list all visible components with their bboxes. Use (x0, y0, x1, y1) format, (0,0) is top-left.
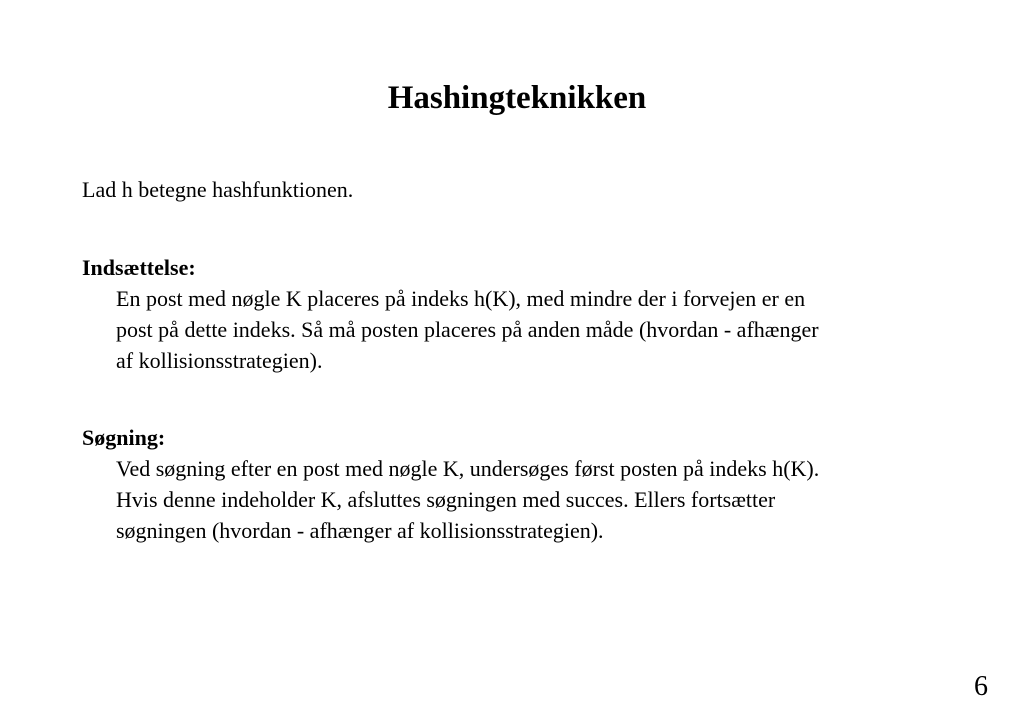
section-search (82, 422, 982, 546)
section-heading-insertion: Indsættelse: (82, 255, 196, 280)
body-line: Ved søgning efter en post med nøgle K, undersøges først posten på indeks h(K). (116, 456, 820, 481)
body-line: Hvis denne indeholder K, afsluttes søgningen med succes. Ellers fortsætter (116, 487, 776, 512)
body-line: af kollisionsstrategien). (116, 348, 323, 373)
body-line: søgningen (hvordan - afhænger af kollisionsstrategien). (116, 518, 604, 543)
section-heading-search: Søgning: (82, 425, 166, 450)
intro-text: Lad h betegne hashfunktionen. (82, 177, 354, 202)
page-title: Hashingteknikken (387, 80, 647, 116)
section-insertion (82, 252, 982, 376)
page-number: 6 (974, 671, 988, 702)
body-line: post på dette indeks. Så må posten placeres på anden måde (hvordan - afhænger (116, 317, 819, 342)
section-body-insertion (82, 283, 982, 376)
section-body-search (82, 453, 982, 546)
body-line: En post med nøgle K placeres på indeks h(K), med mindre der i forvejen er en (116, 286, 806, 311)
